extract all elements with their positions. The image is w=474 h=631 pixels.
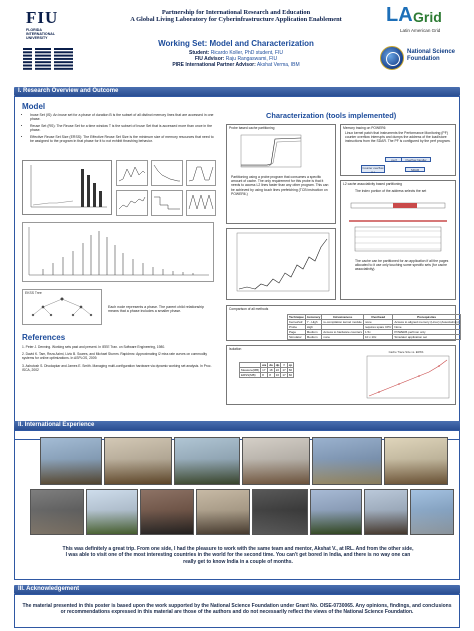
trip-photo (242, 437, 310, 485)
methods-comparison-panel (226, 305, 459, 341)
trip-photo (196, 489, 250, 535)
trip-photo (310, 489, 362, 535)
ekss-tree-caption: EKSS Tree (25, 291, 42, 295)
table-header: da (269, 363, 273, 367)
ekss-tree-graphic (23, 290, 101, 324)
model-plot-5 (151, 190, 183, 216)
poster-title: Working Set: Model and Characterization (158, 39, 314, 48)
table-cell: re-compilation kernel module (323, 320, 362, 324)
table-header: f (281, 363, 287, 368)
definition-erss: • Effective Reuse Set Size (ERSS): The Effective Reuse Set Size is the minimum size of memory resources that need to be assigned to the program in that phase for it to not exhibit thrashing behavior. (30, 135, 218, 144)
definition-inuse-set: • Inuse Set (IS): An inuse set for a phase of duration B is the subset of all distinct memory lines that are accessed in one phase. (30, 113, 218, 122)
table-cell: 60 (288, 373, 293, 377)
diagram-sdar: SDAR (405, 167, 425, 172)
phase-access-plot (22, 160, 112, 215)
isolation-panel (226, 345, 456, 405)
table-header: Intrusiveness (322, 315, 364, 320)
trip-photo (30, 489, 84, 535)
model-plot-1 (116, 160, 148, 186)
partner-label: PIRE International Partner Advisor: (172, 62, 256, 69)
diagram-perf: perf (385, 157, 403, 162)
acknowledgement-text: The material presented in this poster is based upon the work supported by the National Science Foundation under Grant No. OISE-0730065. Any opinions, findings, and conclusions or recommendations expressed in this material are those of the authors and do not necessarily reflect the views of the National Science Foundation. (22, 603, 452, 616)
lagrid-grid: Grid (413, 9, 442, 25)
table-header: Prerequisites (393, 315, 461, 320)
trip-photo (40, 437, 102, 485)
references-heading: References (22, 333, 66, 342)
references-list (22, 345, 218, 375)
section-2-banner: II. International Experience (14, 421, 460, 430)
l2-miss-plot (227, 229, 335, 299)
probe-partitioning-panel (226, 124, 336, 224)
table-cell: 17 (282, 373, 286, 377)
table-row (240, 373, 294, 378)
table-cell: Measure(MB) (241, 368, 260, 372)
table-cell: 22 (275, 368, 280, 372)
table-cell: none (363, 320, 392, 325)
table-cell: Access to aligned memory (Linux) (Associativity) (394, 320, 459, 324)
ekss-tree (22, 289, 102, 325)
trip-photo (364, 489, 408, 535)
advisor-label: FIU Advisor: (194, 56, 225, 63)
table-cell: 1.5x (363, 330, 392, 335)
nsf-name-line-2: Foundation (407, 56, 440, 63)
partner-name: Akshat Verma, IBM (256, 62, 300, 69)
table-cell: Medium (305, 335, 322, 340)
table-cell: Page (288, 330, 306, 335)
table-cell: 16 (275, 373, 280, 377)
l2-associativity-panel (340, 180, 456, 300)
fiu-logo-mark: FIU (26, 8, 59, 27)
reference-item: 3. Ashutosh S. Dhodapkar and James E. Smith. Managing multi-configuration hardware via dynamic working set analysis. In Proc. ISCA, 2002 (22, 363, 212, 372)
l2-miss-plot-panel (226, 228, 336, 300)
probe-partitioning-plot (227, 133, 335, 173)
table-header: Overhead (363, 315, 392, 320)
program-title-line-2: A Global Living Laboratory for Cyberinfrastructure Application Enablement (130, 16, 342, 24)
power6-tracing-panel (340, 124, 456, 176)
reuse-histogram (22, 222, 214, 282)
table-cell: Probe (288, 325, 306, 330)
table-cell: 10 x 10x (363, 335, 392, 340)
student-name: Ricardo Koller, PhD student, FIU (210, 50, 283, 56)
table-cell: 60 (288, 368, 293, 372)
reference-item: 1. Peter J. Denning. Working sets past and present. In IEEE Tran. on Software Engineering, 1980. (22, 345, 166, 349)
table-cell: Simulator (288, 335, 306, 340)
table-cell: Medium (305, 330, 322, 335)
table-row (288, 335, 461, 340)
ibm-logo (22, 48, 74, 70)
student-label: Student: (189, 50, 210, 56)
trip-photo (384, 437, 448, 485)
section-1-banner: I. Research Overview and Outcome (14, 87, 460, 96)
l2-associativity-caption: L2 cache associativity based partitioning (343, 182, 403, 186)
model-plot-6 (186, 190, 216, 216)
table-cell: 8 (261, 373, 268, 378)
l2-associativity-text-2: The cache can be partitioned for an application if all the pages allocated to it use only touching some specific sets (for cache associativity). (355, 259, 449, 272)
table-cell: Simulator application set (393, 335, 461, 340)
table-cell: Kernel/sdr (288, 320, 306, 325)
table-cell: Access to hardware counters (323, 330, 362, 334)
advisor-name: Raju Rangaswami, FIU (225, 56, 278, 63)
reference-item: 2. David K. Tam, Reza Azimi, Livio B. Soares, and Michael Stumm. Rapidmrc: Approximating l2 miss rate curves on commodity systems for online optimizations. In ASPLOS, 2009. (22, 352, 207, 361)
trip-photo (252, 489, 308, 535)
isolation-chart (359, 354, 453, 404)
table-header: cp (288, 363, 293, 367)
poster-authors (100, 50, 372, 69)
program-title-line-1: Partnership for International Research and Education (161, 9, 311, 16)
lagrid-subtitle: Latin American Grid (400, 28, 441, 33)
l2-associativity-text-1: The index portion of the address selects the set (355, 189, 427, 193)
table-cell: 18 (269, 368, 273, 372)
methods-comparison-table (287, 314, 461, 340)
poster-header (0, 0, 474, 82)
power6-tracing-caption: Memory tracing on POWER6 (343, 126, 386, 130)
diagram-handler: Overflow handler (401, 157, 431, 162)
characterization-heading: Characterization (tools implemented) (266, 111, 397, 120)
model-plot-2 (151, 160, 183, 186)
table-header: Accuracy (306, 315, 321, 319)
section-3-banner: III. Acknowledgement (14, 585, 460, 594)
trip-photo (140, 489, 194, 535)
probe-partitioning-caption: Probe based cache partitioning (229, 126, 275, 130)
table-cell: requires spare CPU (364, 325, 392, 329)
probe-partitioning-text: Partitioning using a probe program that consumes a specific amount of cache. The only requirement for this probe is that it needs to access L2 lines faster than any other program. This can be achieved by using touch lines prefetching (TCB instruction on POWER6.) (231, 175, 329, 196)
power6-tracing-text: Linux kernel patch that instruments the Performance Monitoring (PF) counter overflow interrupts and dumps the address of the load/store instructions from the SDAR. The PF is configured by the perf program. (345, 131, 451, 144)
trip-photo (174, 437, 240, 485)
model-plot-4 (116, 190, 148, 216)
fiu-logo-sub-1: FLORIDA (26, 28, 42, 32)
trip-photo (86, 489, 138, 535)
table-cell: 17 (282, 368, 286, 372)
poster-program-title (100, 9, 372, 24)
partner-line (100, 62, 372, 68)
table-header: wa (262, 363, 267, 367)
lagrid-la: LA (386, 4, 413, 26)
cache-sets-diagram (341, 201, 455, 253)
fiu-logo-sub-2: INTERNATIONAL (26, 32, 56, 37)
definition-reuse-set: • Reuse Set (RS): The Reuse Set for a time window T is the subset of Inuse Set that is accessed more than once in the phase. (30, 124, 218, 133)
table-cell: None (393, 325, 461, 330)
nsf-name (407, 49, 455, 63)
ibm-logo-text (22, 48, 74, 70)
trip-photo (104, 437, 172, 485)
table-cell: High (305, 325, 322, 330)
trip-photo (312, 437, 382, 485)
reuse-histogram-graphic (23, 223, 213, 281)
fiu-logo (26, 8, 78, 41)
table-cell: ERSS(MB) (240, 373, 261, 378)
model-plot-3 (186, 160, 216, 186)
isolation-caption: Isolation (229, 347, 242, 351)
nsf-logo (380, 44, 466, 78)
table-cell: none (322, 335, 364, 340)
table-cell: POWER6 perfmon only (393, 330, 461, 335)
table-cell: 17 (261, 368, 268, 373)
lagrid-logo (386, 4, 460, 38)
nsf-name-line-1: National Science (407, 49, 456, 55)
table-header: Technique (289, 315, 304, 319)
table-cell: 8 (268, 373, 275, 378)
isolation-table (239, 362, 294, 378)
trip-photo (410, 489, 454, 535)
experience-text: This was definitely a great trip. From one side, I had the pleasure to work with the same team and mentor, Akshat V., at IRL. And from the other side, I was able to visit one of the most interesting countries in the world for the second time. You can't get bored in India, and there is no way one can really get to know India in a couple of months. (62, 546, 414, 565)
phase-access-plot-graphic (23, 161, 111, 214)
methods-comparison-caption: Comparison of all methods (229, 307, 269, 311)
isolation-chart-title: Cache Trace Size vs. ERSS (388, 350, 424, 354)
model-definitions (22, 113, 218, 145)
table-header: dp (275, 363, 280, 367)
model-heading: Model (22, 102, 46, 111)
table-cell: Y - High (305, 320, 322, 325)
diagram-counter: Counter overflow in t (362, 166, 384, 174)
ekss-tree-description: Each node represents a phase. The parent child relationship means that a phase includes a smaller phase. (108, 305, 205, 314)
fiu-logo-sub-3: UNIVERSITY (26, 36, 48, 41)
nsf-seal-icon (380, 46, 404, 70)
